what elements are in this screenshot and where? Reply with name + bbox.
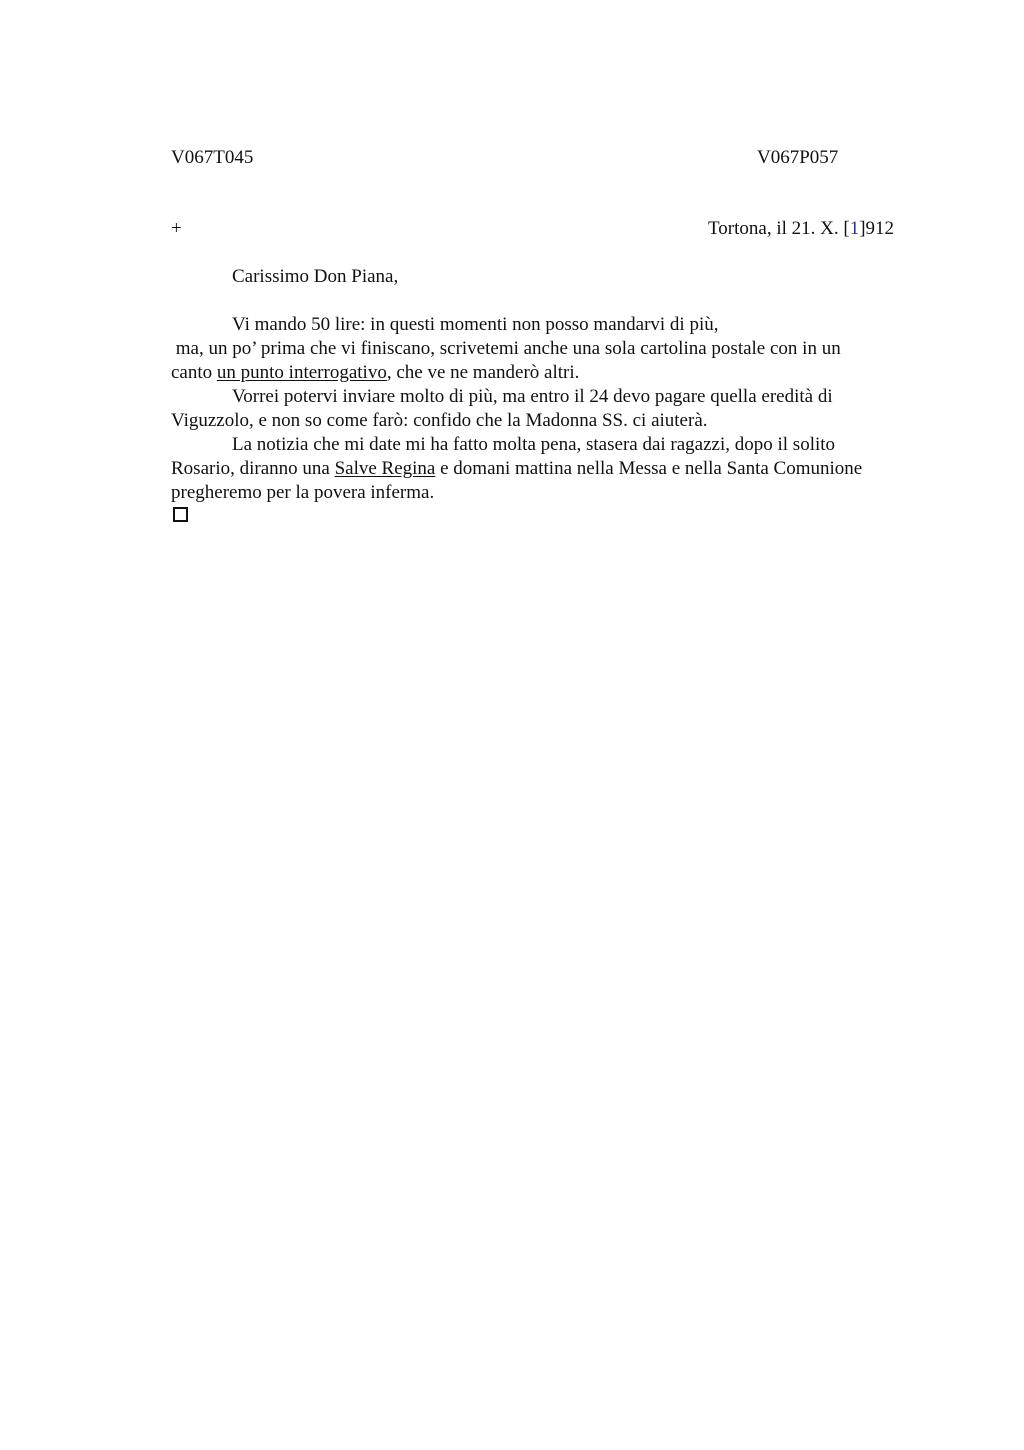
document-code-left: V067T045 bbox=[171, 147, 254, 168]
cross-mark: + bbox=[171, 218, 182, 239]
paragraph-2-line-2: Viguzzolo, e non so come farò: confido che la Madonna SS. ci aiuterà. bbox=[171, 410, 708, 431]
date-bracket-digit: 1 bbox=[849, 218, 860, 239]
date-suffix: ]912 bbox=[859, 218, 895, 239]
paragraph-1-line-3: canto un punto interrogativo, che ve ne manderò altri. bbox=[171, 362, 580, 383]
end-square-icon bbox=[173, 507, 188, 522]
paragraph-1-line-1: Vi mando 50 lire: in questi momenti non posso mandarvi di più, bbox=[232, 314, 719, 335]
paragraph-2-line-1: Vorrei potervi inviare molto di più, ma entro il 24 devo pagare quella eredità di bbox=[232, 386, 833, 407]
date-prefix: Tortona, il 21. X. [ bbox=[708, 218, 850, 239]
document-code-right: V067P057 bbox=[757, 147, 839, 168]
salutation: Carissimo Don Piana, bbox=[232, 266, 399, 287]
paragraph-3-line-2: Rosario, diranno una Salve Regina e domani mattina nella Messa e nella Santa Comunione bbox=[171, 458, 863, 479]
paragraph-1-line-2: ma, un po’ prima che vi finiscano, scrivetemi anche una sola cartolina postale con in un bbox=[171, 338, 841, 359]
paragraph-3-line-1: La notizia che mi date mi ha fatto molta pena, stasera dai ragazzi, dopo il solito bbox=[232, 434, 836, 455]
underlined-phrase-punto-interrogativo: un punto interrogativo bbox=[216, 362, 387, 383]
paragraph-3-line-3: pregheremo per la povera inferma. bbox=[171, 482, 435, 503]
date-line bbox=[708, 217, 894, 241]
letter-body bbox=[171, 313, 941, 505]
underlined-phrase-salve-regina: Salve Regina bbox=[334, 458, 436, 479]
